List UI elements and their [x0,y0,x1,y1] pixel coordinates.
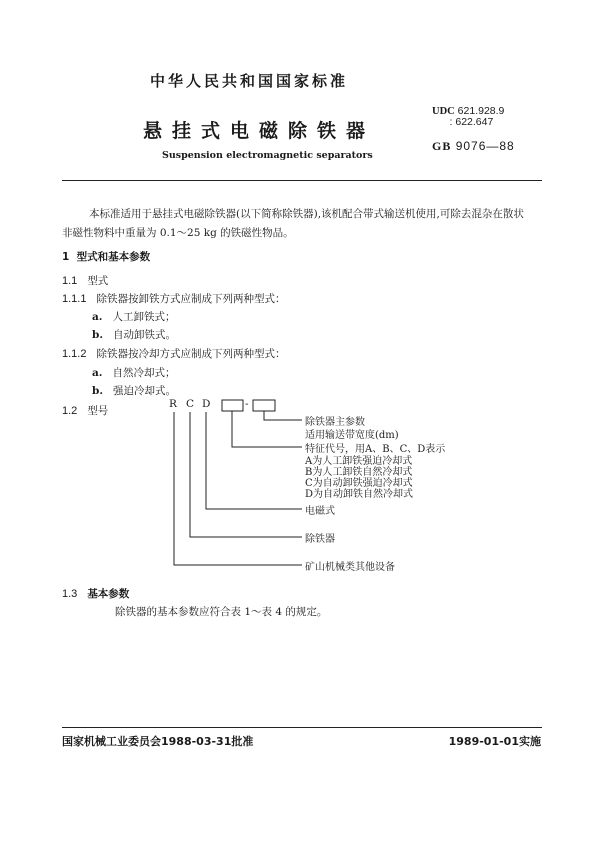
diagram-label: 矿山机械类其他设备 [305,562,395,573]
item-text: 强迫冷却式。 [113,385,177,397]
diagram-label: A为人工卸铁强迫冷却式 [305,456,413,467]
item-text: 自然冷却式； [112,367,176,379]
standard-type: 中华人民共和国国家标准 [150,72,349,90]
diagram-label: D为自动卸铁自然冷却式 [305,489,414,500]
section-num: 1.1.1 [62,293,87,305]
model-dash: - [245,398,249,410]
item-mark: a. [92,311,103,323]
diagram-label: B为人工卸铁自然冷却式 [305,467,413,478]
item-mark: b. [92,329,103,341]
section-num: 1.1 [62,275,78,287]
section-num: 1 [62,251,70,263]
english-subtitle: Suspension electromagnetic separators [162,150,373,161]
leader-main-param [264,411,302,420]
section-title: 型式 [87,275,109,287]
diagram-label: 特征代号，用A、B、C、D表示 [305,444,446,455]
intro-line1: 本标准适用于悬挂式电磁除铁器(以下简称除铁器),该机配合带式输送机使用,可除去混杂在散状 [89,208,524,220]
leader-c [190,412,302,537]
diagram-label: C为自动卸铁强迫冷却式 [305,478,413,489]
item-text: 人工卸铁式； [112,311,176,323]
model-letter-c: C [186,398,195,410]
section-1-3 [62,586,129,601]
gb-label: GB [432,139,452,153]
section-title: 型式和基本参数 [76,251,151,263]
section-text: 除铁器按卸铁方式应制成下列两种型式： [96,293,286,305]
diagram-label: 电磁式 [305,506,335,517]
section-title: 基本参数 [87,588,130,600]
section-text: 除铁器按冷却方式应制成下列两种型式： [96,348,286,360]
intro-line2: 非磁性物料中重量为 0.1～25 kg 的铁磁性物品。 [62,227,294,239]
document-title: 悬挂式电磁除铁器 [143,120,376,142]
approval-info: 国家机械工业委员会1988-03-31批准 [62,735,254,748]
leader-r [174,412,302,565]
item-mark: a. [92,367,103,379]
section-num: 1.1.2 [62,348,87,360]
diagram-label: 除铁器主参数 [305,417,365,428]
udc-line2: : 622.647 [449,116,494,128]
model-letter-r: R [169,398,177,410]
leader-feature-code [232,411,302,447]
gb-number: 9076—88 [455,139,515,153]
diagram-label: 除铁器 [305,534,335,545]
diagram-label: 适用输送带宽度(dm) [305,430,399,441]
item-text: 自动卸铁式。 [113,329,177,341]
section-num: 1.2 [62,405,78,417]
item-mark: b. [92,385,103,397]
footer-rule [62,727,542,728]
section-title: 型号 [87,405,109,417]
feature-code-box [222,400,243,411]
udc-label: UDC [432,106,455,117]
udc-line1: 621.928.9 [457,105,505,117]
section-1-3-text: 除铁器的基本参数应符合表 1～表 4 的规定。 [115,606,328,618]
leader-d [206,412,302,509]
section-num: 1.3 [62,588,78,600]
main-param-box [253,400,275,411]
effective-date: 1989-01-01实施 [448,735,541,748]
model-letter-d: D [202,398,211,410]
